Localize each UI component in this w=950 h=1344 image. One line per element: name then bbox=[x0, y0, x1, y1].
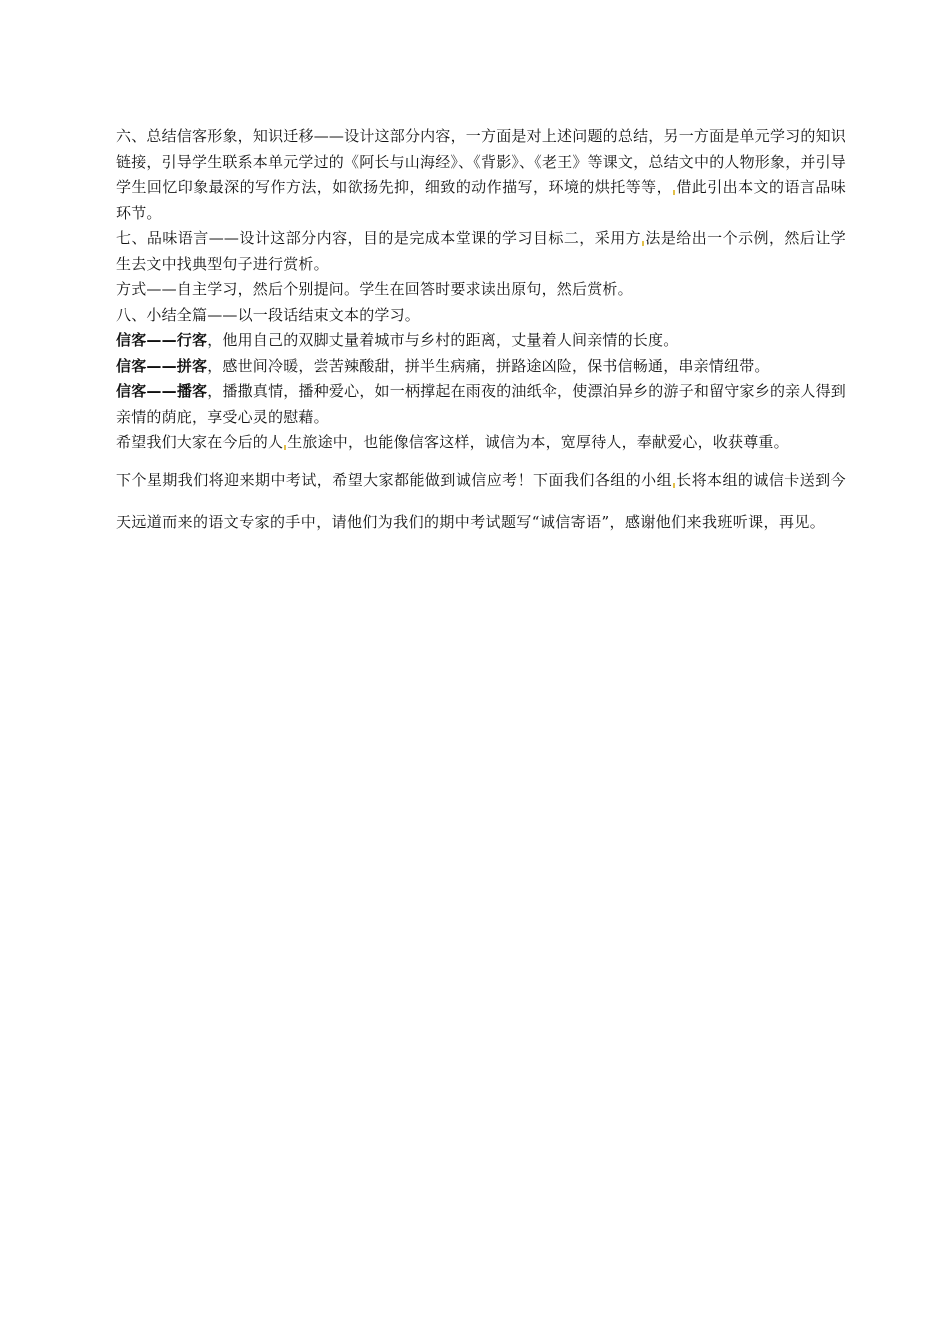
paragraph-text: 六、总结信客形象，知识迁移——设计这部分内容，一方面是对上述问题的总结，另一方面是单元学习的知识链接，引导学生联系本单元学过的《阿长与山海经》、《背影》、《老王》等课文，总结文中的人物形象，并引导学生回忆印象最深的写作方法，如欲扬先抑，细致的动作描写，环境的烘托等等， bbox=[116, 127, 847, 196]
bold-heading: 信客——行客 bbox=[116, 331, 208, 349]
paragraph-xinke-sower bbox=[116, 379, 846, 430]
paragraph-summary-full bbox=[116, 303, 846, 329]
paragraph-xinke-walker bbox=[116, 328, 846, 354]
paragraph-text: 方式——自主学习，然后个别提问。学生在回答时要求读出原句，然后赏析。 bbox=[116, 280, 633, 298]
paragraph-hope bbox=[116, 430, 846, 456]
paragraph-text: 八、小结全篇——以一段话结束文本的学习。 bbox=[116, 305, 421, 324]
edit-mark bbox=[673, 190, 675, 195]
edit-mark bbox=[673, 483, 675, 488]
paragraph-text: ，他用自己的双脚丈量着城市与乡村的距离，丈量着人间亲情的长度。 bbox=[207, 331, 679, 349]
bold-heading: 信客——播客 bbox=[116, 382, 208, 400]
document-body bbox=[116, 124, 846, 543]
edit-mark bbox=[642, 241, 644, 246]
paragraph-text: ，感世间冷暖，尝苦辣酸甜，拼半生病痛，拼路途凶险，保书信畅通，串亲情纽带。 bbox=[207, 356, 770, 375]
paragraph-text: 借此引出本文的语言品味环节。 bbox=[116, 178, 846, 222]
paragraph-text: ，播撒真情，播种爱心，如一柄撑起在雨夜的油纸伞，使漂泊异乡的游子和留守家乡的亲人得到亲情的荫庇，享受心灵的慰藉。 bbox=[116, 382, 847, 426]
paragraph-method bbox=[116, 277, 846, 303]
paragraph-summary-image bbox=[116, 124, 846, 226]
paragraph-closing bbox=[116, 459, 846, 543]
paragraph-text: 希望我们大家在今后的人 bbox=[116, 433, 284, 451]
bold-heading: 信客——拼客 bbox=[116, 356, 208, 375]
paragraph-xinke-striver bbox=[116, 354, 846, 380]
paragraph-language-appreciation bbox=[116, 226, 846, 277]
paragraph-text: 下个星期我们将迎来期中考试，希望大家都能做到诚信应考！下面我们各组的小组 bbox=[116, 470, 673, 489]
paragraph-text: 七、品味语言——设计这部分内容，目的是完成本堂课的学习目标二，采用方 bbox=[116, 229, 642, 247]
edit-mark bbox=[284, 445, 286, 450]
paragraph-text: 生旅途中，也能像信客这样，诚信为本，宽厚待人，奉献爱心，收获尊重。 bbox=[287, 433, 789, 451]
paragraph-text: 法是给出一个示例，然后让学生去文中找典型句子进行赏析。 bbox=[116, 229, 846, 273]
paragraph-text: 长将本组的诚信卡送到今天远道而来的语文专家的手中，请他们为我们的期中考试题写“诚信寄语”，感谢他们来我班听课，再见。 bbox=[116, 470, 847, 531]
